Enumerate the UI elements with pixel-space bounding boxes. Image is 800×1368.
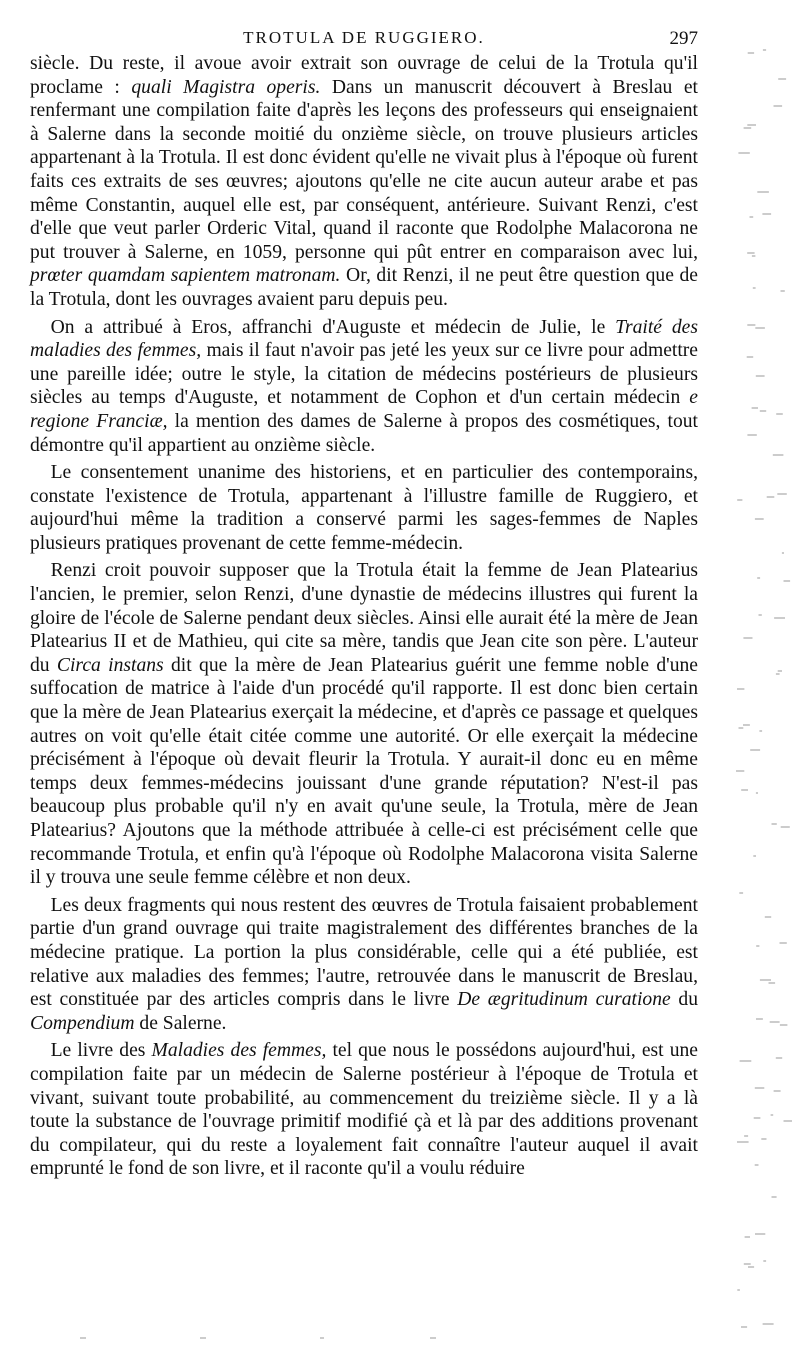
text-run: la mention des dames de Salerne à propos des cosmétiques, tout démontre qu'il appartient au onzième siècle. (30, 410, 698, 456)
text-run: tel que nous le possédons aujourd'hui, est une compilation faite par un médecin de Salerne postérieur à l'époque de Trotula et vivant, suivant toute probabilité, au commencement du treizième siècle. Il y a là toute la substance de l'ouvrage primitif modifié çà et là par des additions provenant du compilateur, qui du reste a loyalement fait connaître l'auteur auquel il avait emprunté le fond de son livre, et il raconte qu'il a voulu réduire (30, 1040, 699, 1180)
italic-text: Circa instans (56, 654, 164, 676)
italic-text: e regione Franciæ, (30, 387, 698, 432)
paragraph (30, 316, 698, 458)
text-run: du (670, 989, 698, 1011)
paragraph (30, 894, 698, 1036)
text-run: Les deux fragments qui nous restent des œuvres de Trotula faisaient probablement partie d'un grand ouvrage qui traite magistralement des différentes branches de la médecine pratique. La portion la plus considérable, celle qui a été publiée, est relative aux maladies des femmes; l'autre, retrouvée dans le manuscrit de Breslau, est constituée par des articles compris dans le livre (30, 894, 698, 1011)
text-run: Dans un manuscrit découvert à Breslau et renfermant une compilation faite d'après les leçons des professeurs qui enseignaient à Salerne dans la seconde moitié du onzième siècle, on trouve plusieurs articles appartenant à la Trotula. Il est donc évident qu'elle ne vivait plus à l'époque où furent faits ces extraits de ses œuvres; ajoutons qu'elle ne cite aucun auteur arabe et pas même Constantin, auquel elle est, par conséquent, antérieure. Suivant Renzi, c'est d'elle que veut parler Orderic Vital, quand il raconte que Rodolphe Malacorona ne put trouver à Salerne, en 1059, personne qui pût entrer en comparaison avec lui, (30, 76, 698, 263)
italic-text: Compendium (30, 1012, 135, 1034)
paragraph (30, 52, 698, 312)
paragraph (30, 461, 698, 555)
bottom-scan-marks (80, 1328, 500, 1338)
text-run: siècle. Du reste, il avoue avoir extrait son ouvrage de celui de la Trotula qu'il proclame : (30, 53, 698, 98)
page-number: 297 (669, 28, 698, 49)
running-title: TROTULA DE RUGGIERO. (243, 28, 485, 47)
italic-text: Traité des maladies des femmes, (30, 316, 698, 362)
running-header (30, 22, 698, 52)
text-run: mais il faut n'avoir pas jeté les yeux sur ce livre pour admettre une pareille idée; outre le style, la citation de médecins postérieurs de plusieurs siècles au temps d'Auguste, et notamment de Cophon et d'un certain médecin (30, 340, 698, 409)
paragraph (30, 559, 698, 889)
text-run: On a attribué à Eros, affranchi d'Auguste et médecin de Julie, le (50, 316, 616, 338)
italic-text: Maladies des femmes, (151, 1040, 327, 1062)
text-run: Le livre des (50, 1040, 152, 1062)
text-run: dit que la mère de Jean Platearius guérit une femme noble d'une suffocation de matrice à l'aide d'un procédé qu'il rapporte. Il est donc bien certain que la mère de Jean Platearius exerçait la médecine, et d'après ce passage et quelques autres on voit qu'elle était citée comme une autorité. Or elle exerçait la médecine précisément à l'époque où devait fleurir la Trotula. Y aurait-il donc eu en même temps deux femmes-médecins jouissant d'une grande réputation? N'est-il pas beaucoup plus probable qu'il n'y en avait qu'une seule, la Trotula, mère de Jean Platearius? Ajoutons que la méthode attribuée à celle-ci est précisément celle que recommande Trotula, et enfin qu'à l'époque où Rodolphe Malacorona visita Salerne il y trouva une seule femme célèbre et non deux. (30, 654, 698, 889)
text-run: de Salerne. (134, 1012, 227, 1034)
text-run: Renzi croit pouvoir supposer que la Trotula était la femme de Jean Platearius l'ancien, le premier, selon Renzi, d'une dynastie de médecins illustres qui furent la gloire de l'école de Salerne pendant deux siècles. Ainsi elle aurait été la mère de Jean Platearius II et de Mathieu, qui cite sa mère, tandis que Jean cite son père. L'auteur du (30, 560, 698, 676)
italic-text: De ægritudinum curatione (457, 989, 671, 1011)
margin-scan-marks (728, 40, 792, 1340)
text-run: Or, dit Renzi, il ne peut être question que de la Trotula, dont les ouvrages avaient paru depuis peu. (30, 265, 699, 310)
paragraph (30, 1039, 698, 1181)
body-text (30, 52, 698, 1181)
book-page (30, 22, 698, 1181)
italic-text: prœter quamdam sapientem matronam. (30, 265, 341, 287)
text-run: Le consentement unanime des historiens, et en particulier des contemporains, constate l'existence de Trotula, appartenant à l'illustre famille de Ruggiero, et aujourd'hui même la tradition a conservé parmi les sages-femmes de Naples plusieurs pratiques provenant de cette femme-médecin. (30, 462, 698, 554)
italic-text: quali Magistra operis. (131, 76, 321, 98)
